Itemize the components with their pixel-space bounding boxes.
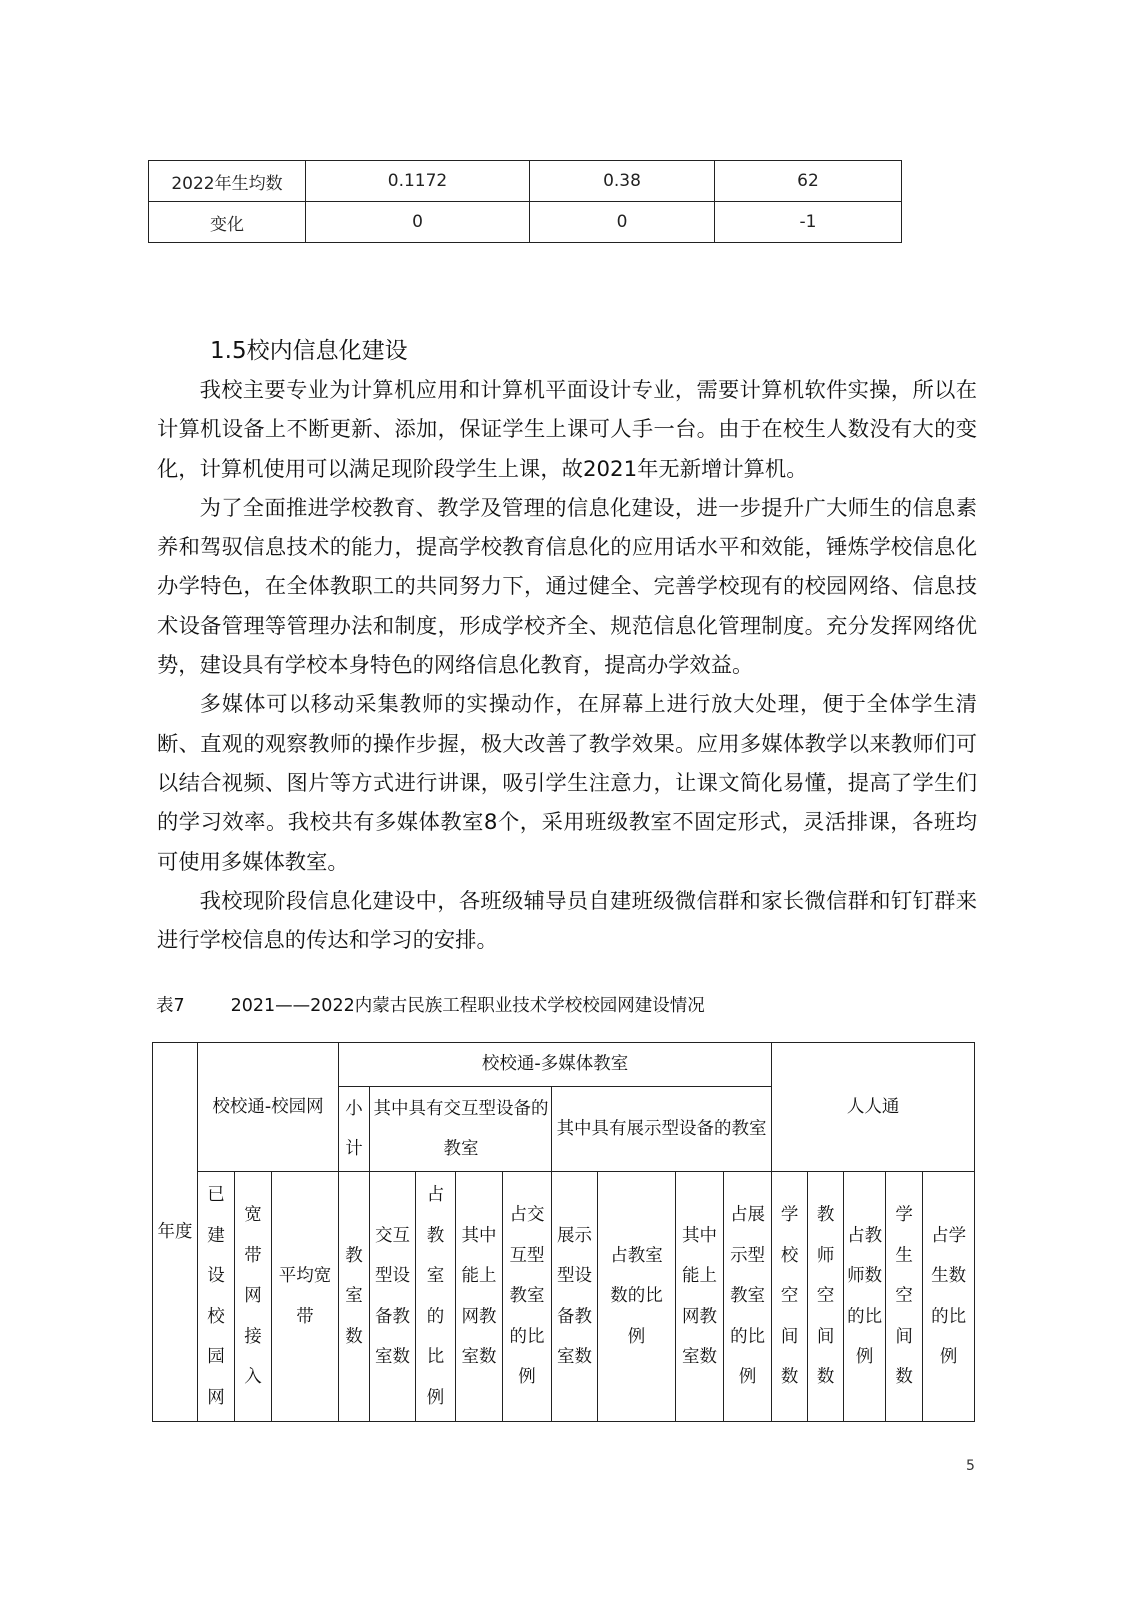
col-student-space: 学生空间数 xyxy=(886,1172,923,1422)
col-year: 年度 xyxy=(153,1043,198,1422)
per-student-table xyxy=(148,160,902,243)
table-cell: -1 xyxy=(715,202,902,243)
col-subtotal: 小计 xyxy=(339,1087,370,1172)
paragraph: 多媒体可以移动采集教师的实操动作，在屏幕上进行放大处理，便于全体学生清断、直观的观察教师的操作步握，极大改善了教学效果。应用多媒体教学以来教师们可以结合视频、图片等方式进行讲课，吸引学生注意力，让课文简化易懂，提高了学生们的学习效率。我校共有多媒体教室8个，采用班级教室不固定形式，灵活排课，各班均可使用多媒体教室。 xyxy=(157,692,977,875)
col-interactive-share: 占交互型教室的比例 xyxy=(503,1172,552,1422)
group-display: 其中具有展示型设备的教室 xyxy=(552,1087,772,1172)
paragraph: 为了全面推进学校教育、教学及管理的信息化建设，进一步提升广大师生的信息素养和驾驭信息技术的能力，提高学校教育信息化的应用话水平和效能，锤炼学校信息化办学特色，在全体教职工的共同努力下，通过健全、完善学校现有的校园网络、信息技术设备管理等管理办法和制度，形成学校齐全、规范信息化管理制度。充分发挥网络优势，建设具有学校本身特色的网络信息化教育，提高办学效益。 xyxy=(157,495,977,679)
col-interactive-online: 其中能上网教室数 xyxy=(456,1172,503,1422)
table-header-row xyxy=(153,1172,975,1422)
col-school-space: 学校空间数 xyxy=(772,1172,808,1422)
col-student-ratio: 占学生数的比例 xyxy=(923,1172,975,1422)
table-caption xyxy=(156,992,705,1017)
col-interactive-count: 交互型设备教室数 xyxy=(370,1172,416,1422)
campus-network-table xyxy=(152,1042,975,1422)
col-display-ratio: 占教室数的比例 xyxy=(598,1172,676,1422)
col-teacher-space: 教师空间数 xyxy=(808,1172,844,1422)
group-people: 人人通 xyxy=(772,1043,975,1172)
table-number: 表7 xyxy=(156,996,185,1016)
paragraph: 我校现阶段信息化建设中，各班级辅导员自建班级微信群和家长微信群和钉钉群来进行学校信息的传达和学习的安排。 xyxy=(157,888,977,954)
table-cell: 0.1172 xyxy=(306,161,530,202)
col-display-online: 其中能上网教室数 xyxy=(676,1172,724,1422)
col-classroom-count: 教室数 xyxy=(339,1172,370,1422)
section-heading: 1.5校内信息化建设 xyxy=(210,338,408,364)
group-multimedia: 校校通-多媒体教室 xyxy=(339,1043,772,1087)
col-display-share: 占展示型教室的比例 xyxy=(724,1172,772,1422)
table-title: 2021——2022内蒙古民族工程职业技术学校校园网建设情况 xyxy=(230,996,705,1016)
row-label: 2022年生均数 xyxy=(149,161,306,202)
page-number: 5 xyxy=(966,1458,975,1474)
table-cell: 62 xyxy=(715,161,902,202)
col-broadband: 宽带网接入 xyxy=(235,1172,272,1422)
col-teacher-ratio: 占教师数的比例 xyxy=(844,1172,886,1422)
col-display-count: 展示型设备教室数 xyxy=(552,1172,598,1422)
section-body xyxy=(157,371,977,960)
col-built-campus: 已建设校园网 xyxy=(198,1172,235,1422)
table-row xyxy=(149,202,902,243)
table-cell: 0 xyxy=(530,202,715,243)
table-cell: 0.38 xyxy=(530,161,715,202)
col-interactive-ratio: 占教室的比例 xyxy=(416,1172,456,1422)
group-campus-network: 校校通-校园网 xyxy=(198,1043,339,1172)
paragraph: 我校主要专业为计算机应用和计算机平面设计专业，需要计算机软件实操，所以在计算机设备上不断更新、添加，保证学生上课可人手一台。由于在校生人数没有大的变化，计算机使用可以满足现阶段学生上课，故2021年无新增计算机。 xyxy=(157,378,977,482)
table-row xyxy=(149,161,902,202)
col-avg-bandwidth: 平均宽带 xyxy=(272,1172,339,1422)
row-label: 变化 xyxy=(149,202,306,243)
group-interactive: 其中具有交互型设备的教室 xyxy=(370,1087,552,1172)
table-cell: 0 xyxy=(306,202,530,243)
table-header-row xyxy=(153,1043,975,1087)
